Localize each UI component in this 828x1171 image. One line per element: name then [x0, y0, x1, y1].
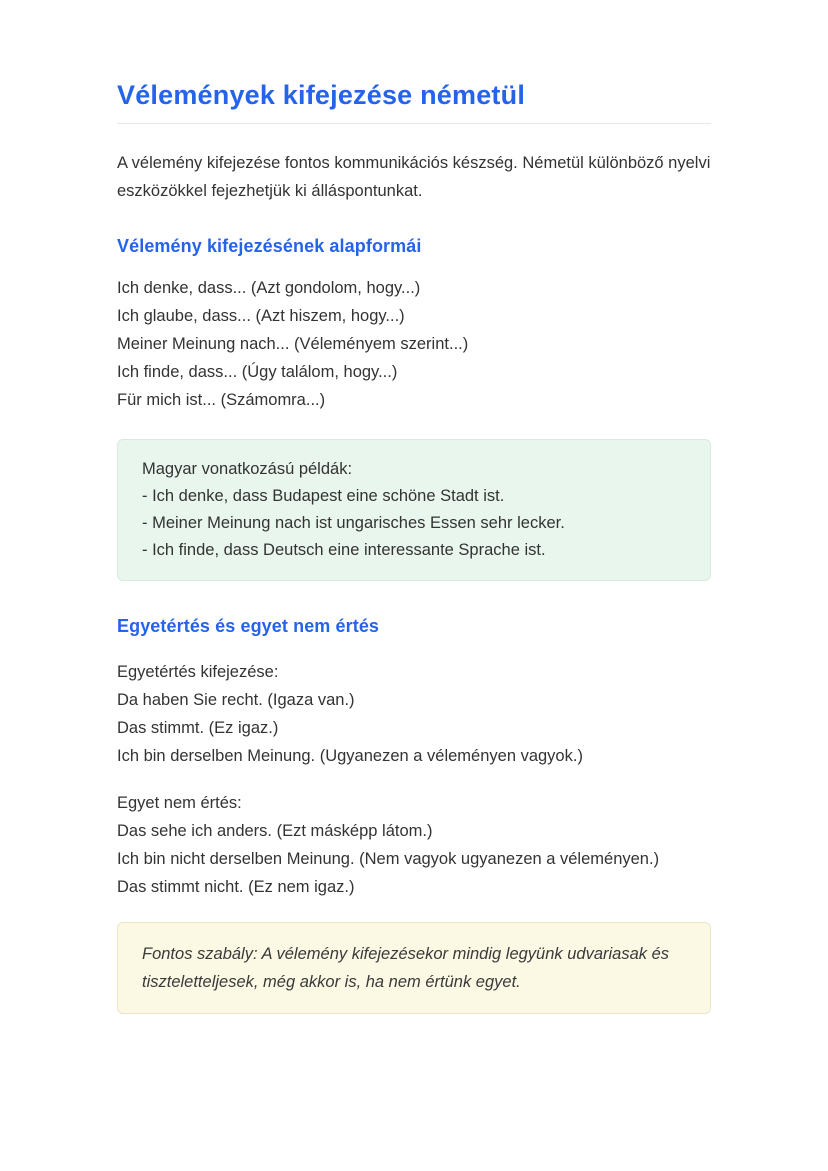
example-line: - Ich denke, dass Budapest eine schöne Stadt ist. [142, 487, 505, 505]
agreement-label: Egyetértés kifejezése: [117, 663, 279, 681]
disagreement-line: Das stimmt nicht. (Ez nem igaz.) [117, 878, 355, 896]
important-rule-note-box [117, 922, 711, 1014]
intro-paragraph: A vélemény kifejezése fontos kommunikációs készség. Németül különböző nyelvi eszközökkel fejezhetjük ki álláspontunkat. [117, 154, 711, 200]
phrase-line: Ich denke, dass... (Azt gondolom, hogy...) [117, 279, 421, 297]
agreement-block [117, 658, 711, 770]
agreement-line: Da haben Sie recht. (Igaza van.) [117, 691, 355, 709]
phrase-list-basics [117, 274, 711, 414]
important-rule-text: Fontos szabály: A vélemény kifejezésekor mindig legyünk udvariasak és tiszteletteljesek, még akkor is, ha nem értünk egyet. [142, 945, 670, 991]
example-line: - Meiner Meinung nach ist ungarisches Essen sehr lecker. [142, 514, 565, 532]
section-heading-agreement: Egyetértés és egyet nem értés [117, 616, 380, 636]
disagreement-line: Das sehe ich anders. (Ezt másképp látom.) [117, 822, 433, 840]
phrase-line: Ich glaube, dass... (Azt hiszem, hogy...) [117, 307, 405, 325]
phrase-line: Für mich ist... (Számomra...) [117, 391, 326, 409]
disagreement-line: Ich bin nicht derselben Meinung. (Nem vagyok ugyanezen a véleményen.) [117, 850, 660, 868]
agreement-line: Das stimmt. (Ez igaz.) [117, 719, 279, 737]
section-heading-basics: Vélemény kifejezésének alapformái [117, 236, 422, 256]
disagreement-block [117, 789, 711, 901]
page-title: Vélemények kifejezése németül [117, 80, 526, 110]
example-box-title: Magyar vonatkozású példák: [142, 460, 353, 478]
phrase-line: Ich finde, dass... (Úgy találom, hogy...) [117, 363, 398, 381]
document-page [117, 0, 711, 1014]
title-divider [117, 123, 711, 124]
hungarian-examples-box [117, 439, 711, 581]
agreement-line: Ich bin derselben Meinung. (Ugyanezen a véleményen vagyok.) [117, 747, 583, 765]
phrase-line: Meiner Meinung nach... (Véleményem szerint...) [117, 335, 469, 353]
example-line: - Ich finde, dass Deutsch eine interessante Sprache ist. [142, 541, 546, 559]
disagreement-label: Egyet nem értés: [117, 794, 242, 812]
